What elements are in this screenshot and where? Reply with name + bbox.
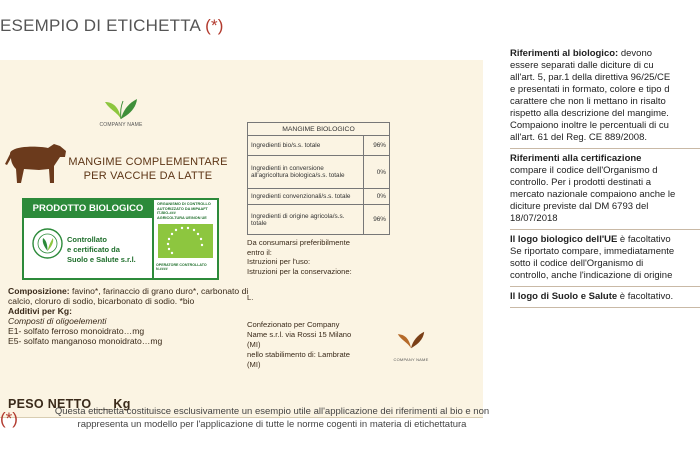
- organic-product-box: [22, 198, 219, 280]
- s2-line-4: mercato nazionale compaiono anche le: [510, 189, 676, 200]
- table-cell-value: 96%: [364, 136, 390, 156]
- eu-leaf-stars-icon: [158, 224, 213, 258]
- footnote-text: [22, 405, 522, 431]
- s2-line-3: controllo. Per i prodotti destinati a: [510, 177, 651, 188]
- s4-line-1: [510, 291, 700, 303]
- heading-asterisk: (*): [205, 16, 224, 35]
- section-suolo-logo: [510, 291, 700, 303]
- table-cell-label: Ingredienti convenzionali/s.s. totale: [248, 189, 364, 205]
- control-body-code: [157, 202, 217, 220]
- operator-line-2: N.####: [156, 267, 168, 272]
- oligo-elements-label: Composti di oligoelementi: [8, 316, 107, 326]
- explanations-column: [510, 48, 700, 312]
- s3-line-4: controllo, anche l'indicazione di origine: [510, 270, 673, 281]
- control-code-line-3: IT-BIO-###: [157, 211, 176, 216]
- table-row: [248, 136, 390, 156]
- composition-block: [8, 286, 253, 346]
- section-eu-logo: [510, 234, 700, 282]
- divider: [510, 286, 700, 287]
- section-organic-references: [510, 48, 700, 144]
- s2-line-5: diciture previste dal DM 6793 del: [510, 201, 649, 212]
- control-code-line-2: AUTORIZZATO DA MIPAAFT: [157, 206, 208, 211]
- organic-product-heading: PRODOTTO BIOLOGICO: [24, 200, 152, 218]
- additive-item-1: E1- solfato ferroso monoidrato…mg: [8, 326, 145, 336]
- control-code-line-1: ORGANISMO DI CONTROLLO: [157, 202, 211, 206]
- company-logo-top: [90, 98, 152, 128]
- organic-feed-table: [247, 122, 390, 235]
- s1-bold: Riferimenti al biologico:: [510, 48, 619, 59]
- s3-rest: è facoltativo: [617, 234, 671, 245]
- table-header: MANGIME BIOLOGICO: [248, 123, 390, 136]
- s1-line-2: essere separati dalle diciture di cu: [510, 60, 654, 71]
- suolo-e-salute-seal-icon: [32, 228, 63, 259]
- eu-organic-leaf-icon: [158, 224, 213, 258]
- s2-line-6: 18/07/2018: [510, 213, 558, 224]
- label-panel: [0, 60, 483, 418]
- product-title-line-2: PER VACCHE DA LATTE: [83, 170, 213, 182]
- composition-text: [8, 286, 253, 306]
- s1-line-5: carattere che non li mettano in risalto: [510, 96, 666, 107]
- operator-line-1: OPERATORE CONTROLLATO: [156, 263, 207, 267]
- leaf-logo-icon: [104, 98, 138, 120]
- control-code-line-4: AGRICOLTURA UE/NON UE: [157, 215, 207, 220]
- net-weight: PESO NETTO __ Kg: [8, 397, 131, 411]
- packed-for: [247, 320, 379, 370]
- s1-rest: devono: [618, 48, 653, 59]
- section-certification-references: [510, 153, 700, 225]
- s1-line-8: all'art. 61 del Reg. CE 889/2008.: [510, 132, 648, 143]
- table-cell-label: Ingredienti di origine agricola/s.s. totale: [248, 205, 364, 235]
- table-cell-value: 0%: [364, 189, 390, 205]
- cow-icon: [4, 138, 68, 184]
- divider: [510, 148, 700, 149]
- certification-line-3: Suolo e Salute s.r.l.: [67, 255, 136, 264]
- s1-line-7: Compaiono inoltre le percentuali di cu: [510, 120, 669, 131]
- company-name-bottom: COMPANY NAME: [393, 357, 429, 362]
- certification-line-2: e certificato da: [67, 245, 120, 254]
- packed-line-4: nello stabilimento di: Lambrate: [247, 350, 350, 359]
- s3-line-1: [510, 234, 700, 246]
- footnote-asterisk: (*): [0, 409, 18, 428]
- s4-rest: è facoltativo.: [617, 291, 674, 302]
- company-logo-bottom: [389, 330, 433, 362]
- table-row: [248, 156, 390, 189]
- controlled-operator: [156, 263, 218, 272]
- composition-ingredients: favino*, farinaccio di grano duro*, carbonato di calcio, cloruro di sodio, bicarbonato di sodio. *bio: [8, 286, 249, 306]
- divider: [510, 229, 700, 230]
- best-before-line-2: entro il:: [247, 247, 272, 257]
- instructions-storage: Istruzioni per la conservazione:: [247, 266, 352, 276]
- s2-line-2: compare il codice dell'Organismo d: [510, 165, 658, 176]
- packed-line-3: (MI): [247, 340, 261, 349]
- packed-line-2: Name s.r.l. via Rossi 15 Milano: [247, 330, 352, 339]
- s3-line-3: sotto il codice dell'Organismo di: [510, 258, 644, 269]
- control-code-area: [152, 200, 217, 278]
- heading-text: ESEMPIO DI ETICHETTA: [0, 16, 201, 35]
- s3-bold: Il logo biologico dell'UE: [510, 234, 618, 245]
- s3-line-2: Se riportato compare, immediatamente: [510, 246, 675, 257]
- best-before-line-1: Da consumarsi preferibilmente: [247, 238, 350, 247]
- composition-label: Composizione:: [8, 286, 70, 296]
- s1-line-3: all'art. 5, par.1 della direttiva 96/25/CE: [510, 72, 671, 83]
- table-cell-value: 96%: [364, 205, 390, 235]
- footnote-line-1: Questa etichetta costituisce esclusivamente un esempio utile all'applicazione dei riferimenti al bio e non: [54, 406, 490, 417]
- storage-info: [247, 238, 387, 276]
- packed-line-1: Confezionato per Company: [247, 320, 340, 329]
- footnote-line-2: rappresenta un modello per l'applicazione di tutte le norme cogenti in materia di etichettatura: [77, 419, 467, 430]
- certification-line-1: Controllato: [67, 235, 107, 244]
- certification-text: [67, 235, 152, 265]
- company-name-top: COMPANY NAME: [99, 122, 143, 128]
- divider: [510, 307, 700, 308]
- lot-number: L.: [247, 293, 254, 302]
- s1-line-6: rispetto alla descrizione del mangime.: [510, 108, 669, 119]
- s1-line-1: [510, 48, 700, 60]
- page-heading: [0, 16, 224, 36]
- s2-line-1: Riferimenti alla certificazione: [510, 153, 642, 164]
- table-cell-label: Ingredienti bio/s.s. totale: [248, 136, 364, 156]
- instructions-use: Istruzioni per l'uso:: [247, 257, 311, 267]
- table-cell-label: Ingredienti in conversione all'agricoltura biologica/s.s. totale: [248, 156, 364, 189]
- table-row: [248, 189, 390, 205]
- leaf-logo-small-icon: [397, 330, 425, 350]
- table-cell-value: 0%: [364, 156, 390, 189]
- product-title: [63, 155, 233, 183]
- additives-label: Additivi per Kg:: [8, 306, 72, 316]
- s4-bold: Il logo di Suolo e Salute: [510, 291, 618, 302]
- product-title-line-1: MANGIME COMPLEMENTARE: [68, 156, 228, 168]
- additive-item-2: E5- solfato manganoso monoidrato…mg: [8, 336, 163, 346]
- table-header-row: [248, 123, 390, 136]
- table-row: [248, 205, 390, 235]
- packed-line-5: (MI): [247, 360, 261, 369]
- s1-line-4: e presentati in formato, colore e tipo d: [510, 84, 670, 95]
